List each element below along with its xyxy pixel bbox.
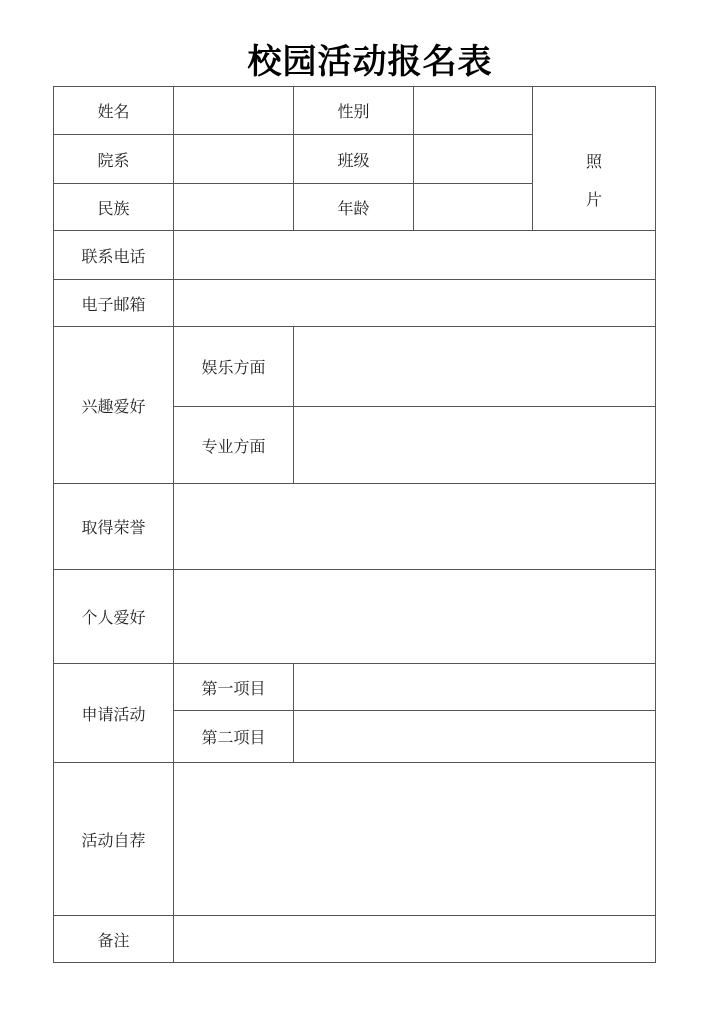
label-email: 电子邮箱 bbox=[54, 280, 174, 327]
age-field[interactable] bbox=[414, 184, 533, 231]
label-self-recommendation: 活动自荐 bbox=[54, 763, 174, 916]
first-item-field[interactable] bbox=[294, 664, 656, 711]
photo-label-1: 照 bbox=[585, 151, 602, 171]
label-class: 班级 bbox=[294, 135, 414, 184]
label-professional: 专业方面 bbox=[174, 407, 294, 484]
label-ethnicity: 民族 bbox=[54, 184, 174, 231]
phone-field[interactable] bbox=[174, 231, 656, 280]
ethnicity-field[interactable] bbox=[174, 184, 294, 231]
email-field[interactable] bbox=[174, 280, 656, 327]
name-field[interactable] bbox=[174, 87, 294, 135]
photo-label-2: 片 bbox=[585, 189, 602, 209]
form-title: 校园活动报名表 bbox=[247, 42, 493, 82]
remarks-field[interactable] bbox=[174, 916, 656, 963]
personal-hobbies-field[interactable] bbox=[174, 570, 656, 664]
label-personal-hobbies: 个人爱好 bbox=[54, 570, 174, 664]
self-recommendation-field[interactable] bbox=[174, 763, 656, 916]
department-field[interactable] bbox=[174, 135, 294, 184]
label-phone: 联系电话 bbox=[54, 231, 174, 280]
photo-box[interactable] bbox=[533, 87, 656, 231]
registration-form-table bbox=[53, 86, 656, 963]
label-department: 院系 bbox=[54, 135, 174, 184]
label-second-item: 第二项目 bbox=[174, 711, 294, 763]
label-name: 姓名 bbox=[54, 87, 174, 135]
honors-field[interactable] bbox=[174, 484, 656, 570]
label-honors: 取得荣誉 bbox=[54, 484, 174, 570]
label-remarks: 备注 bbox=[54, 916, 174, 963]
professional-field[interactable] bbox=[294, 407, 656, 484]
label-interests: 兴趣爱好 bbox=[54, 327, 174, 484]
gender-field[interactable] bbox=[414, 87, 533, 135]
label-age: 年龄 bbox=[294, 184, 414, 231]
second-item-field[interactable] bbox=[294, 711, 656, 763]
entertainment-field[interactable] bbox=[294, 327, 656, 407]
class-field[interactable] bbox=[414, 135, 533, 184]
label-gender: 性别 bbox=[294, 87, 414, 135]
label-entertainment: 娱乐方面 bbox=[174, 327, 294, 407]
label-apply-activity: 申请活动 bbox=[54, 664, 174, 763]
label-first-item: 第一项目 bbox=[174, 664, 294, 711]
